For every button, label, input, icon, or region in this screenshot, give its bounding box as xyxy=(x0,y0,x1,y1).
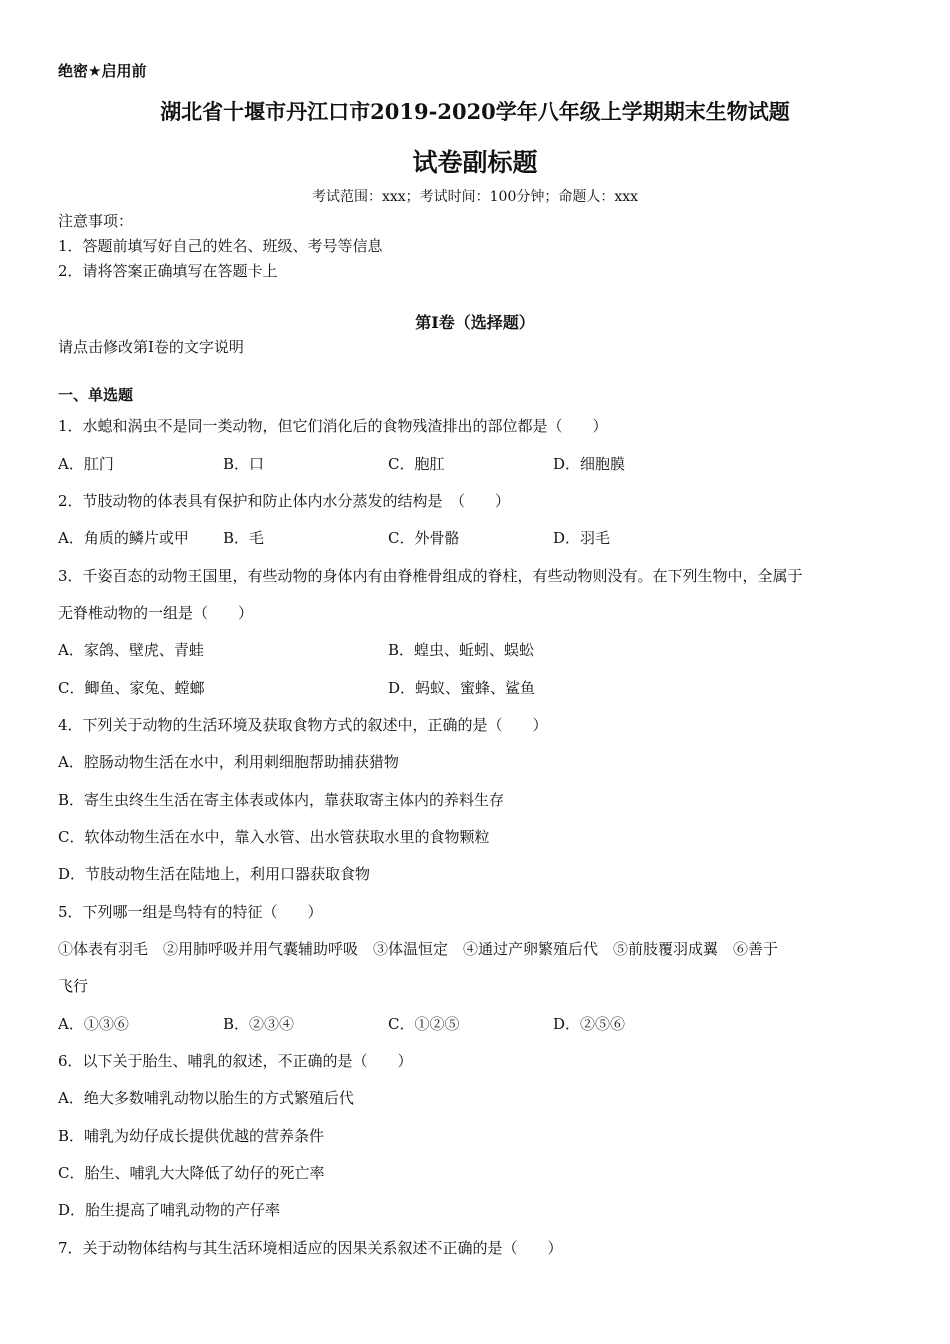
question-2-stem: 2．节肢动物的体表具有保护和防止体内水分蒸发的结构是 （ ） xyxy=(58,492,511,510)
question-5-stem: 5．下列哪一组是鸟特有的特征（ ） xyxy=(58,903,323,921)
option-a: A．肛门 xyxy=(58,455,114,473)
exam-subtitle: 试卷副标题 xyxy=(412,148,538,177)
option-c: C．胞肛 xyxy=(388,455,445,473)
option-b: B．蝗虫、蚯蚓、蜈蚣 xyxy=(388,641,535,659)
option-b: B．口 xyxy=(223,455,265,473)
question-6-option-a: A．绝大多数哺乳动物以胎生的方式繁殖后代 xyxy=(58,1089,354,1107)
secret-mark: 绝密★启用前 xyxy=(58,62,147,80)
option-c: C．鲫鱼、家兔、螳螂 xyxy=(58,679,205,697)
option-a: A．家鸽、壁虎、青蛙 xyxy=(58,641,204,659)
question-5-choices-line-1: ①体表有羽毛 ②用肺呼吸并用气囊辅助呼吸 ③体温恒定 ④通过产卵繁殖后代 ⑤前肢覆羽成翼 ⑥善于 xyxy=(58,940,779,958)
option-b: B．毛 xyxy=(223,529,265,547)
question-4-option-a: A．腔肠动物生活在水中，利用刺细胞帮助捕获猎物 xyxy=(58,753,399,771)
question-4-option-b: B．寄生虫终生生活在寄主体表或体内，靠获取寄主体内的养料生存 xyxy=(58,791,505,809)
exam-title: 湖北省十堰市丹江口市2019-2020学年八年级上学期期末生物试题 xyxy=(160,99,790,124)
question-6-option-c: C．胎生、哺乳大大降低了幼仔的死亡率 xyxy=(58,1164,325,1182)
exam-info: 考试范围：xxx；考试时间：100分钟；命题人：xxx xyxy=(311,189,639,205)
question-4-option-d: D．节肢动物生活在陆地上，利用口器获取食物 xyxy=(58,865,371,883)
option-a: A．①③⑥ xyxy=(58,1015,129,1033)
note-item-2: 2．请将答案正确填写在答题卡上 xyxy=(58,262,278,280)
part-heading: 一、单选题 xyxy=(58,386,134,404)
option-c: C．外骨骼 xyxy=(388,529,460,547)
question-3-stem-line-1: 3．千姿百态的动物王国里，有些动物的身体内有由脊椎骨组成的脊柱，有些动物则没有。在下列生物中，全属于 xyxy=(58,567,803,585)
question-5-choices-line-2: 飞行 xyxy=(58,977,89,995)
question-4-stem: 4．下列关于动物的生活环境及获取食物方式的叙述中，正确的是（ ） xyxy=(58,716,548,734)
option-d: D．羽毛 xyxy=(553,529,611,547)
option-c: C．①②⑤ xyxy=(388,1015,460,1033)
question-6-stem: 6．以下关于胎生、哺乳的叙述，不正确的是（ ） xyxy=(58,1052,413,1070)
option-d: D．蚂蚁、蜜蜂、鲨鱼 xyxy=(388,679,536,697)
notes-heading: 注意事项： xyxy=(58,212,134,230)
note-item-1: 1．答题前填写好自己的姓名、班级、考号等信息 xyxy=(58,237,383,255)
question-3-stem-line-2: 无脊椎动物的一组是（ ） xyxy=(58,604,254,622)
section-title: 第I卷（选择题） xyxy=(415,313,535,332)
question-6-option-d: D．胎生提高了哺乳动物的产仔率 xyxy=(58,1201,281,1219)
option-d: D．②⑤⑥ xyxy=(553,1015,626,1033)
option-a: A．角质的鳞片或甲 xyxy=(58,529,189,547)
question-6-option-b: B．哺乳为幼仔成长提供优越的营养条件 xyxy=(58,1127,325,1145)
question-7-stem: 7．关于动物体结构与其生活环境相适应的因果关系叙述不正确的是（ ） xyxy=(58,1239,563,1257)
option-d: D．细胞膜 xyxy=(553,455,626,473)
question-1-stem: 1．水螅和涡虫不是同一类动物，但它们消化后的食物残渣排出的部位都是（ ） xyxy=(58,417,608,435)
option-b: B．②③④ xyxy=(223,1015,295,1033)
section-desc: 请点击修改第I卷的文字说明 xyxy=(58,338,244,356)
question-4-option-c: C．软体动物生活在水中，靠入水管、出水管获取水里的食物颗粒 xyxy=(58,828,490,846)
